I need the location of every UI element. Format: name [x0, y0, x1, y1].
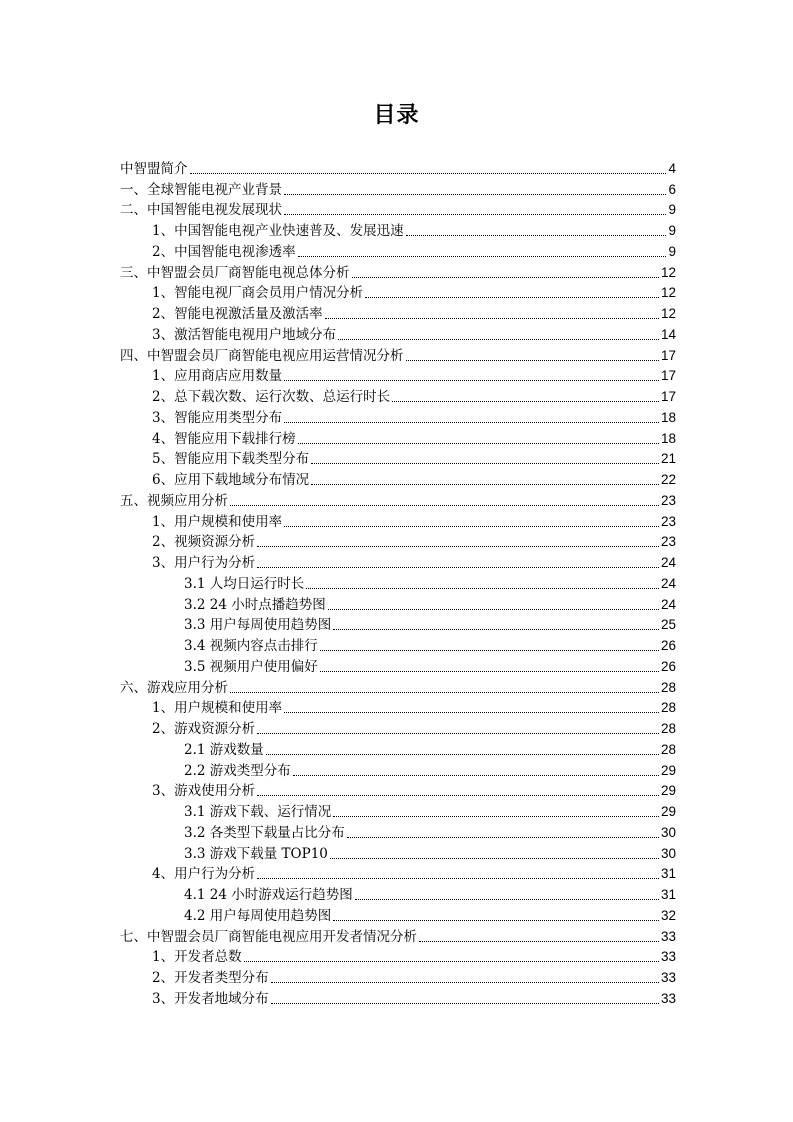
toc-entry-label: 四、中智盟会员厂商智能电视应用运营情况分析: [120, 347, 404, 364]
toc-entry[interactable]: [120, 592, 676, 613]
toc-entry[interactable]: [120, 571, 676, 592]
dot-leader: [311, 462, 659, 464]
toc-entry-page-number: 29: [660, 783, 676, 799]
dot-leader: [406, 359, 659, 361]
toc-entry[interactable]: [120, 405, 676, 426]
dot-leader: [244, 960, 659, 962]
toc-entry-label: 2、游戏资源分析: [152, 721, 256, 737]
toc-entry-label: 3、用户行为分析: [152, 555, 256, 571]
dot-leader: [266, 753, 659, 755]
toc-entry[interactable]: [120, 654, 676, 675]
dot-leader: [311, 483, 659, 485]
toc-entry[interactable]: [120, 156, 676, 177]
toc-entry[interactable]: [120, 841, 676, 862]
dot-leader: [328, 608, 659, 610]
toc-entry-page-number: 14: [660, 326, 676, 342]
dot-leader: [230, 504, 659, 506]
toc-entry-label: 3、激活智能电视用户地域分布: [152, 326, 337, 343]
toc-entry-label: 2.1 游戏数量: [184, 741, 264, 758]
toc-entry-label: 3.3 游戏下载量 TOP10: [184, 845, 328, 862]
toc-entry-page-number: 25: [660, 617, 676, 633]
dot-leader: [333, 815, 659, 817]
dot-leader: [392, 400, 659, 402]
toc-entry[interactable]: [120, 903, 676, 924]
toc-entry-label: 3.2 各类型下载量占比分布: [184, 824, 345, 841]
toc-entry-page-number: 31: [660, 866, 676, 882]
toc-entry-page-number: 23: [660, 492, 676, 508]
toc-entry[interactable]: [120, 530, 676, 551]
toc-entry[interactable]: [120, 613, 676, 634]
toc-entry-page-number: 24: [660, 555, 676, 570]
toc-entry[interactable]: [120, 426, 676, 447]
dot-leader: [190, 172, 667, 174]
toc-entry[interactable]: [120, 882, 676, 903]
toc-entry-page-number: 23: [660, 534, 676, 550]
dot-leader: [333, 628, 659, 630]
toc-entry-label: 1、用户规模和使用率: [152, 513, 283, 530]
toc-entry[interactable]: [120, 281, 676, 302]
dot-leader: [284, 525, 659, 527]
dot-leader: [320, 649, 659, 651]
toc-entry-page-number: 30: [660, 824, 676, 840]
toc-entry[interactable]: [120, 820, 676, 841]
toc-entry-page-number: 9: [668, 243, 676, 259]
toc-entry-page-number: 17: [660, 368, 676, 384]
toc-entry[interactable]: [120, 198, 676, 219]
toc-entry[interactable]: [120, 965, 676, 986]
toc-entry-label: 2、总下载次数、运行次数、总运行时长: [152, 389, 391, 405]
toc-entry-label: 3.3 用户每周使用趋势图: [184, 617, 332, 634]
toc-entry-page-number: 9: [668, 223, 676, 238]
toc-entry-page-number: 33: [660, 990, 676, 1006]
toc-entry-label: 二、中国智能电视发展现状: [120, 202, 282, 219]
toc-entry-page-number: 24: [660, 575, 676, 591]
toc-entry-label: 4、智能应用下载排行榜: [152, 430, 296, 447]
toc-entry[interactable]: [120, 945, 676, 966]
toc-entry[interactable]: [120, 488, 676, 509]
dot-leader: [406, 234, 667, 236]
toc-entry-label: 2、视频资源分析: [152, 534, 256, 551]
toc-entry-page-number: 29: [660, 804, 676, 819]
toc-entry-label: 1、用户规模和使用率: [152, 700, 283, 717]
toc-entry-label: 4.2 用户每周使用趋势图: [184, 907, 332, 924]
toc-entry-label: 2.2 游戏类型分布: [184, 762, 291, 779]
toc-entry-page-number: 12: [660, 264, 676, 280]
toc-entry-label: 2、中国智能电视渗透率: [152, 243, 296, 260]
dot-leader: [347, 836, 659, 838]
toc-entry-page-number: 4: [668, 160, 676, 176]
toc-entry[interactable]: [120, 322, 676, 343]
page-title: 目录: [373, 103, 420, 128]
toc-entry-label: 一、全球智能电视产业背景: [120, 181, 282, 198]
toc-entry-label: 五、视频应用分析: [120, 492, 228, 509]
toc-entry-page-number: 23: [660, 513, 676, 529]
toc-entry[interactable]: [120, 779, 676, 800]
dot-leader: [298, 442, 659, 444]
toc-entry-label: 六、游戏应用分析: [120, 679, 228, 696]
dot-leader: [257, 794, 659, 796]
toc-entry-page-number: 12: [660, 306, 676, 321]
toc-entry-label: 3、游戏使用分析: [152, 783, 256, 800]
toc-entry-page-number: 6: [668, 181, 676, 197]
toc-entry[interactable]: [120, 986, 676, 1007]
dot-leader: [257, 877, 659, 879]
dot-leader: [230, 691, 659, 693]
toc-entry-label: 5、智能应用下载类型分布: [152, 451, 310, 468]
toc-entry[interactable]: [120, 218, 676, 239]
toc-entry[interactable]: [120, 716, 676, 737]
dot-leader: [284, 379, 659, 381]
toc-entry-label: 1、应用商店应用数量: [152, 368, 283, 385]
toc-entry[interactable]: [120, 177, 676, 198]
dot-leader: [271, 981, 659, 983]
dot-leader: [352, 276, 659, 278]
toc-entry-page-number: 9: [668, 202, 676, 218]
toc-entry-label: 4、用户行为分析: [152, 866, 256, 883]
toc-entry[interactable]: [120, 343, 676, 364]
toc-entry-page-number: 12: [660, 285, 676, 301]
toc-entry-page-number: 28: [660, 721, 676, 736]
toc-entry[interactable]: [120, 924, 676, 945]
toc-entry-label: 3.2 24 小时点播趋势图: [184, 596, 326, 613]
toc-entry[interactable]: [120, 799, 676, 820]
dot-leader: [325, 317, 659, 319]
dot-leader: [330, 857, 659, 859]
toc-entry-page-number: 28: [660, 679, 676, 695]
toc-entry-page-number: 21: [660, 451, 676, 467]
toc-entry-page-number: 33: [660, 970, 676, 985]
toc-entry[interactable]: [120, 862, 676, 883]
toc-entry[interactable]: [120, 260, 676, 281]
dot-leader: [284, 193, 666, 195]
toc-entry-page-number: 17: [660, 347, 676, 363]
toc-entry-label: 1、中国智能电视产业快速普及、发展迅速: [152, 223, 404, 239]
dot-leader: [271, 1002, 659, 1004]
toc-entry-page-number: 28: [660, 741, 676, 757]
dot-leader: [284, 213, 666, 215]
toc-entry-label: 三、中智盟会员厂商智能电视总体分析: [120, 264, 350, 281]
toc-entry-page-number: 17: [660, 389, 676, 404]
dot-leader: [298, 255, 667, 257]
toc-entry-label: 中智盟简介: [120, 160, 188, 177]
dot-leader: [320, 670, 659, 672]
toc-entry[interactable]: [120, 550, 676, 571]
toc-entry-page-number: 22: [660, 472, 676, 487]
toc-entry-label: 3.1 人均日运行时长: [184, 575, 305, 592]
dot-leader: [419, 940, 659, 942]
toc-entry-label: 3.4 视频内容点击排行: [184, 638, 318, 654]
toc-entry[interactable]: [120, 301, 676, 322]
dot-leader: [333, 919, 659, 921]
toc-entry-page-number: 24: [660, 596, 676, 612]
toc-entry-page-number: 26: [660, 638, 676, 653]
toc-entry-page-number: 26: [660, 658, 676, 674]
toc-entry-label: 3.1 游戏下载、运行情况: [184, 804, 332, 820]
dot-leader: [338, 338, 659, 340]
dot-leader: [284, 421, 659, 423]
toc-entry-label: 3、智能应用类型分布: [152, 409, 283, 426]
toc-entry-label: 3、开发者地域分布: [152, 990, 269, 1007]
dot-leader: [293, 774, 659, 776]
toc-entry-page-number: 18: [660, 430, 676, 446]
dot-leader: [257, 545, 659, 547]
toc-entry-page-number: 29: [660, 762, 676, 778]
toc-entry-label: 1、开发者总数: [152, 949, 242, 966]
toc-entry-label: 2、智能电视激活量及激活率: [152, 306, 323, 322]
toc-entry-page-number: 28: [660, 700, 676, 716]
toc-entry[interactable]: [120, 447, 676, 468]
toc-entry-page-number: 32: [660, 907, 676, 923]
toc-entry-label: 4.1 24 小时游戏运行趋势图: [184, 887, 353, 903]
toc-entry[interactable]: [120, 696, 676, 717]
dot-leader: [355, 898, 659, 900]
toc-entry-label: 2、开发者类型分布: [152, 970, 269, 986]
table-of-contents: [120, 156, 676, 1007]
toc-entry-label: 1、智能电视厂商会员用户情况分析: [152, 285, 364, 302]
toc-entry-page-number: 31: [660, 887, 676, 902]
dot-leader: [365, 296, 659, 298]
toc-entry-page-number: 30: [660, 845, 676, 861]
toc-entry[interactable]: [120, 758, 676, 779]
toc-entry[interactable]: [120, 239, 676, 260]
toc-entry-label: 七、中智盟会员厂商智能电视应用开发者情况分析: [120, 928, 417, 945]
toc-entry[interactable]: [120, 675, 676, 696]
toc-entry-page-number: 33: [660, 949, 676, 965]
toc-entry-page-number: 18: [660, 409, 676, 425]
dot-leader: [284, 711, 659, 713]
dot-leader: [257, 732, 659, 734]
toc-entry[interactable]: [120, 384, 676, 405]
toc-entry-label: 6、应用下载地域分布情况: [152, 472, 310, 488]
toc-entry[interactable]: [120, 737, 676, 758]
toc-entry[interactable]: [120, 467, 676, 488]
toc-entry[interactable]: [120, 633, 676, 654]
dot-leader: [257, 566, 659, 568]
toc-entry-page-number: 33: [660, 928, 676, 944]
toc-entry[interactable]: [120, 509, 676, 530]
toc-entry-label: 3.5 视频用户使用偏好: [184, 658, 318, 675]
dot-leader: [306, 587, 659, 589]
toc-entry[interactable]: [120, 364, 676, 385]
